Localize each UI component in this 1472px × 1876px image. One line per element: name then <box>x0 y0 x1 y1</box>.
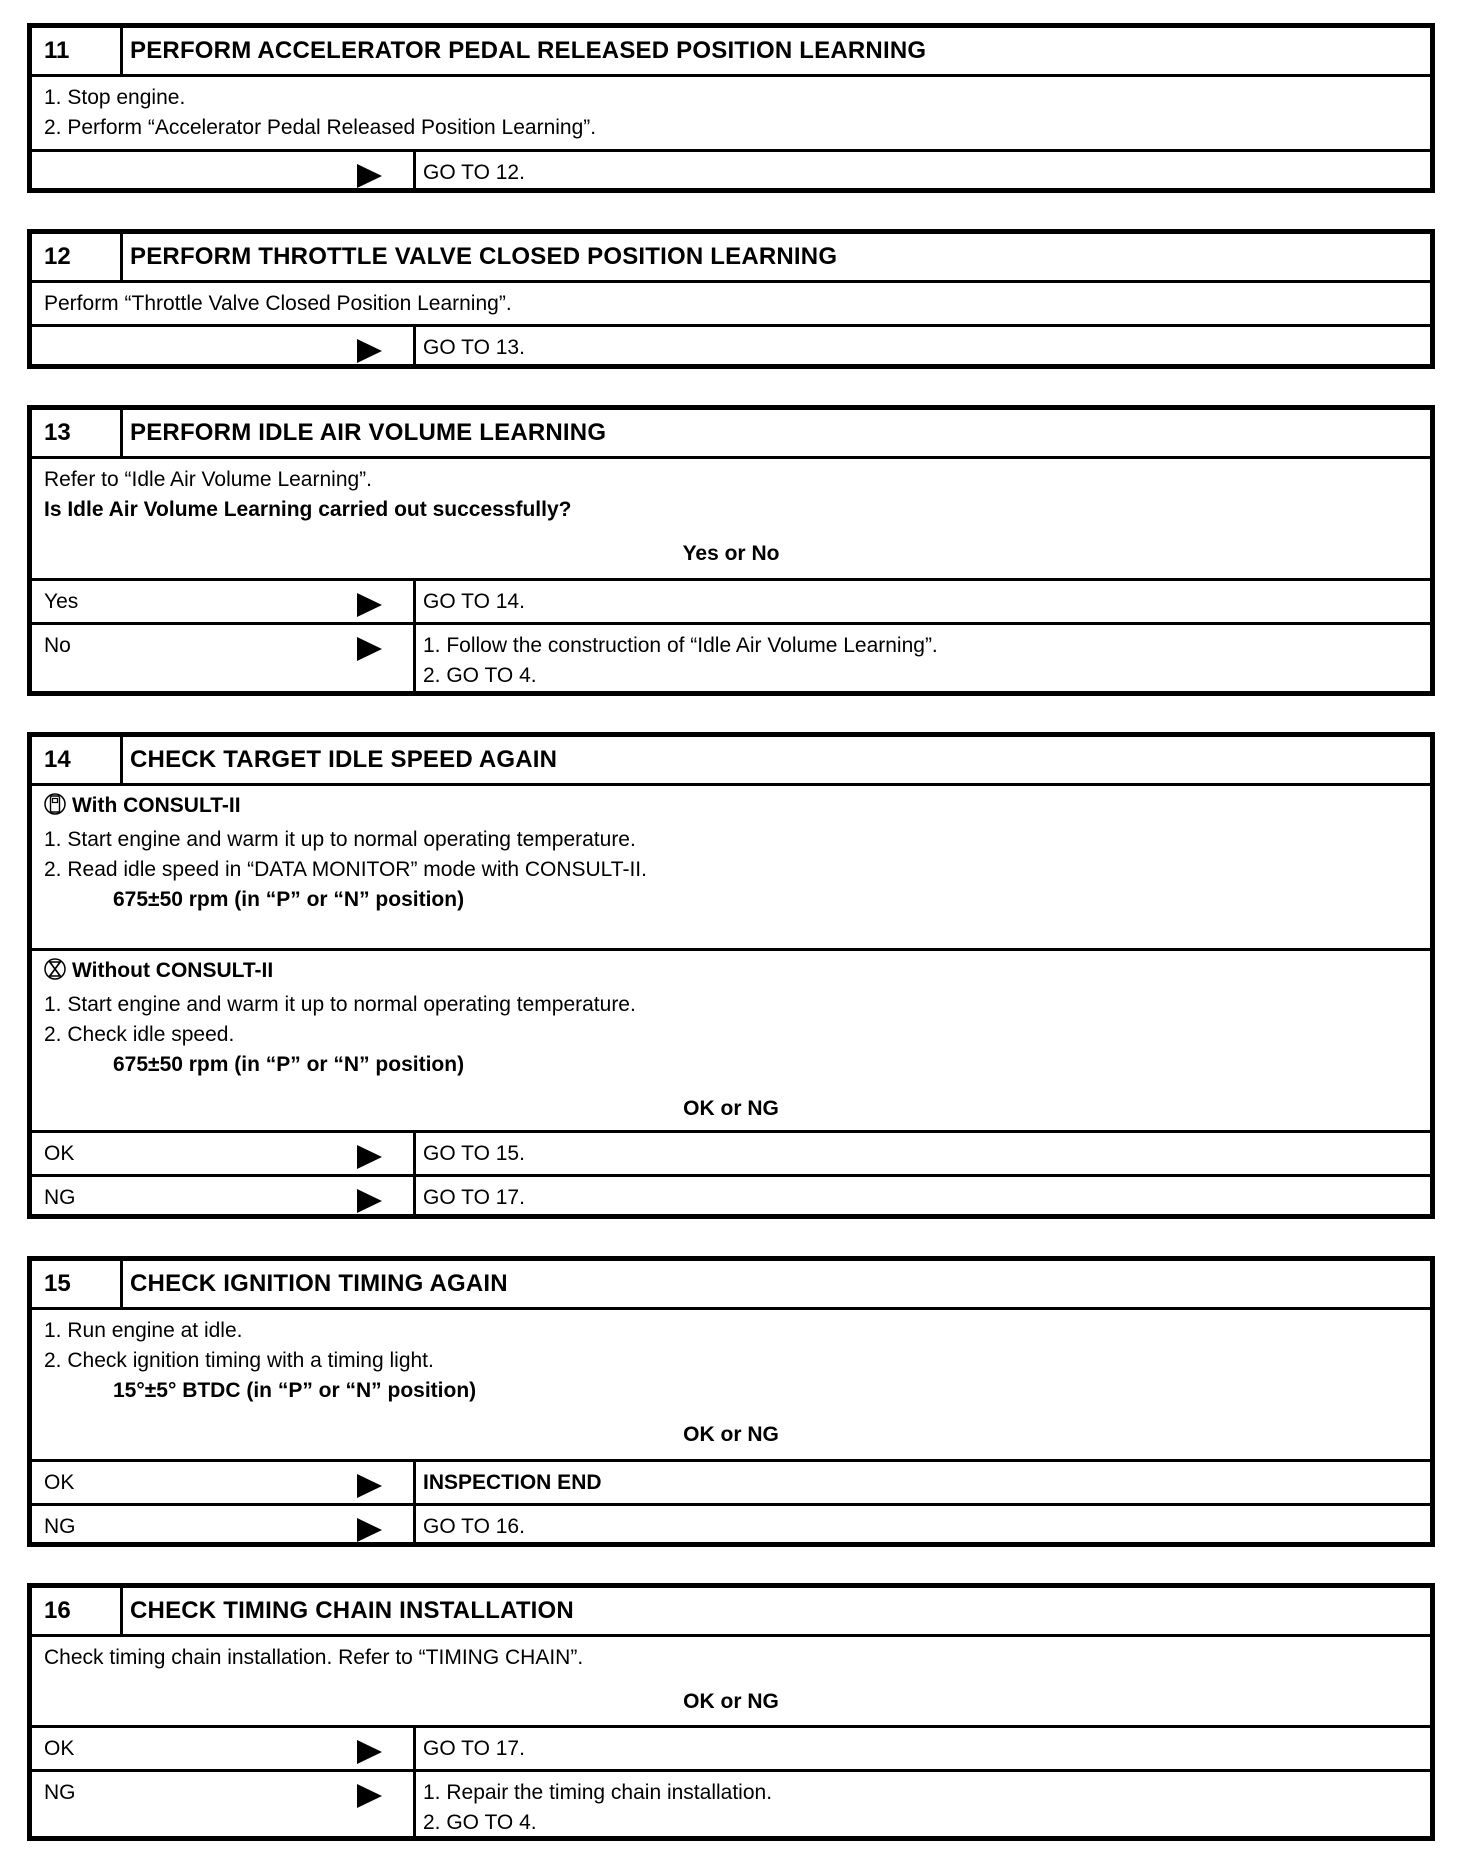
step-11-table <box>27 23 1435 193</box>
result-action[interactable] <box>416 1133 1430 1174</box>
result-action[interactable] <box>416 581 1430 622</box>
right-arrow-icon <box>357 1784 382 1808</box>
result-action[interactable] <box>416 327 1430 364</box>
condition-label: No <box>44 634 71 657</box>
no-tools-icon <box>44 957 66 990</box>
with-consult-heading <box>44 791 1430 825</box>
result-action[interactable] <box>416 1728 1430 1769</box>
result-condition <box>32 1728 416 1769</box>
step-title: CHECK TIMING CHAIN INSTALLATION <box>130 1597 574 1624</box>
step-number: 16 <box>32 1588 123 1634</box>
step-12-table <box>27 229 1435 369</box>
instruction-line: 2. Perform “Accelerator Pedal Released Position Learning”. <box>44 116 597 139</box>
go-to-link[interactable]: GO TO 14. <box>423 590 525 613</box>
without-consult-heading <box>44 956 1430 990</box>
result-row <box>32 324 1430 364</box>
condition-label: NG <box>44 1515 76 1538</box>
step-description <box>32 456 1430 578</box>
step-description <box>32 1634 1430 1725</box>
result-condition <box>32 581 416 622</box>
spec-value: 15°±5° BTDC (in “P” or “N” position) <box>113 1379 477 1402</box>
result-condition <box>32 1772 416 1839</box>
instruction-line: 1. Start engine and warm it up to normal operating temperature. <box>44 828 636 851</box>
step-title: PERFORM ACCELERATOR PEDAL RELEASED POSITION LEARNING <box>130 37 927 64</box>
heading-text: With CONSULT-II <box>72 794 241 817</box>
step-header <box>32 737 1430 783</box>
result-action[interactable] <box>416 625 1430 695</box>
step-15-table <box>27 1256 1435 1547</box>
inspection-end-label: INSPECTION END <box>423 1471 602 1494</box>
right-arrow-icon <box>357 339 382 363</box>
right-arrow-icon <box>357 637 382 661</box>
result-action[interactable] <box>416 1772 1430 1839</box>
result-action[interactable] <box>416 1177 1430 1217</box>
heading-text: Without CONSULT-II <box>72 959 274 982</box>
go-to-link[interactable]: GO TO 16. <box>423 1515 525 1538</box>
result-condition <box>32 1133 416 1174</box>
step-number: 14 <box>32 737 123 783</box>
step-title: CHECK IGNITION TIMING AGAIN <box>130 1270 508 1297</box>
judgement-label: OK or NG <box>683 1423 779 1446</box>
result-row <box>32 149 1430 190</box>
instruction-line: 2. Read idle speed in “DATA MONITOR” mode with CONSULT-II. <box>44 858 647 881</box>
go-to-link[interactable]: GO TO 17. <box>423 1737 525 1760</box>
condition-label: OK <box>44 1142 75 1165</box>
instruction-line: 1. Start engine and warm it up to normal operating temperature. <box>44 993 636 1016</box>
go-to-link[interactable]: GO TO 15. <box>423 1142 525 1165</box>
result-condition <box>32 1177 416 1217</box>
instruction-line: Perform “Throttle Valve Closed Position Learning”. <box>44 292 512 315</box>
step-number: 12 <box>32 234 123 280</box>
step-title: CHECK TARGET IDLE SPEED AGAIN <box>130 746 558 773</box>
step-14-table <box>27 732 1435 1219</box>
step-description <box>32 1307 1430 1459</box>
condition-label: OK <box>44 1471 75 1494</box>
instruction-line: 1. Stop engine. <box>44 86 186 109</box>
right-arrow-icon <box>357 1189 382 1213</box>
right-arrow-icon <box>357 1518 382 1542</box>
instruction-line: Check timing chain installation. Refer to “TIMING CHAIN”. <box>44 1646 584 1669</box>
result-action <box>416 1462 1430 1503</box>
result-condition <box>32 1506 416 1546</box>
judgement-label: OK or NG <box>683 1097 779 1120</box>
go-to-link[interactable]: GO TO 12. <box>423 161 525 184</box>
result-action[interactable] <box>416 152 1430 190</box>
go-to-link[interactable]: GO TO 17. <box>423 1186 525 1209</box>
question-text: Is Idle Air Volume Learning carried out successfully? <box>44 498 572 521</box>
right-arrow-icon <box>357 1474 382 1498</box>
result-row-ng <box>32 1174 1430 1217</box>
result-row-ok <box>32 1130 1430 1174</box>
step-description <box>32 74 1430 149</box>
right-arrow-icon <box>357 164 382 188</box>
step-16-table <box>27 1583 1435 1841</box>
action-line: 1. Follow the construction of “Idle Air Volume Learning”. <box>423 634 938 657</box>
condition-label: OK <box>44 1737 75 1760</box>
go-to-link[interactable]: GO TO 13. <box>423 336 525 359</box>
right-arrow-icon <box>357 1145 382 1169</box>
result-action[interactable] <box>416 1506 1430 1546</box>
step-header <box>32 28 1430 74</box>
step-header <box>32 410 1430 456</box>
condition-label: NG <box>44 1781 76 1804</box>
result-condition <box>32 152 416 190</box>
step-number: 15 <box>32 1261 123 1307</box>
action-line: 1. Repair the timing chain installation. <box>423 1781 773 1804</box>
right-arrow-icon <box>357 593 382 617</box>
instruction-line: Refer to “Idle Air Volume Learning”. <box>44 468 373 491</box>
step-header <box>32 234 1430 280</box>
result-row-ok <box>32 1725 1430 1769</box>
step-number: 13 <box>32 410 123 456</box>
step-header <box>32 1588 1430 1634</box>
consult-tester-icon <box>44 792 66 825</box>
step-header <box>32 1261 1430 1307</box>
spec-value: 675±50 rpm (in “P” or “N” position) <box>113 888 465 911</box>
result-row-yes <box>32 578 1430 622</box>
without-consult-section <box>32 948 1430 1130</box>
condition-label: NG <box>44 1186 76 1209</box>
spec-value: 675±50 rpm (in “P” or “N” position) <box>113 1053 465 1076</box>
result-row-ng <box>32 1769 1430 1839</box>
result-condition <box>32 327 416 364</box>
instruction-line: 2. Check idle speed. <box>44 1023 235 1046</box>
right-arrow-icon <box>357 1740 382 1764</box>
result-condition <box>32 1462 416 1503</box>
step-number: 11 <box>32 28 123 74</box>
with-consult-section <box>32 783 1430 948</box>
judgement-label: OK or NG <box>683 1690 779 1713</box>
instruction-line: 1. Run engine at idle. <box>44 1319 243 1342</box>
step-title: PERFORM THROTTLE VALVE CLOSED POSITION LEARNING <box>130 243 838 270</box>
judgement-label: Yes or No <box>682 542 780 565</box>
step-title: PERFORM IDLE AIR VOLUME LEARNING <box>130 419 607 446</box>
result-row-ng <box>32 1503 1430 1546</box>
condition-label: Yes <box>44 590 79 613</box>
go-to-link[interactable]: 2. GO TO 4. <box>423 1811 537 1834</box>
result-row-no <box>32 622 1430 695</box>
go-to-link[interactable]: 2. GO TO 4. <box>423 664 537 687</box>
step-description <box>32 280 1430 324</box>
result-row-ok <box>32 1459 1430 1503</box>
result-condition <box>32 625 416 695</box>
instruction-line: 2. Check ignition timing with a timing light. <box>44 1349 434 1372</box>
step-13-table <box>27 405 1435 696</box>
